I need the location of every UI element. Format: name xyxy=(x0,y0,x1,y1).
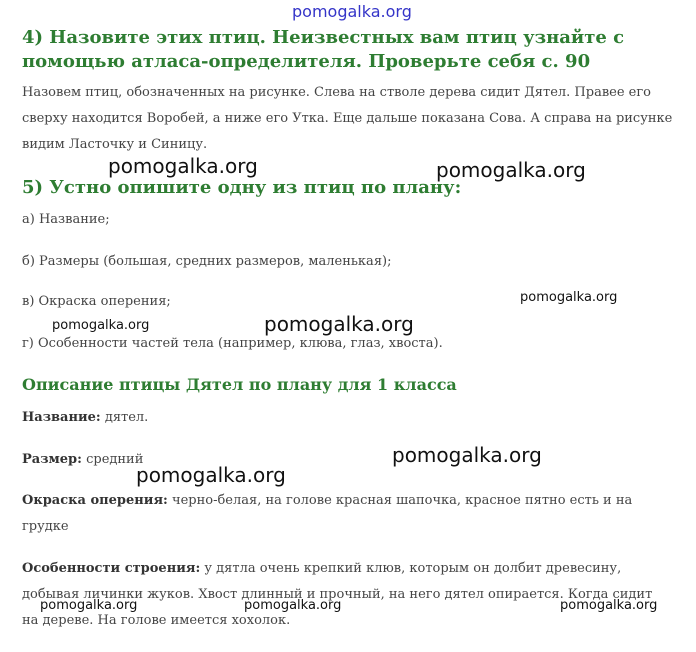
plan-item-a: а) Название; xyxy=(22,212,110,227)
watermark: pomogalka.org xyxy=(436,158,586,182)
task4-heading: 4) Назовите этих птиц. Неизвестных вам птиц узнайте с помощью атласа-определителя. Проверьте себя с. 90 xyxy=(22,27,625,72)
watermark: pomogalka.org xyxy=(264,312,414,336)
task5-heading: 5) Устно опишите одну из птиц по плану: xyxy=(22,177,462,198)
plan-item-b: б) Размеры (большая, средних размеров, маленькая); xyxy=(22,254,392,269)
watermark: pomogalka.org xyxy=(244,598,342,613)
desc-label: Размер: xyxy=(22,452,82,467)
description-heading: Описание птицы Дятел по плану для 1 класса xyxy=(22,375,457,394)
watermark: pomogalka.org xyxy=(52,318,150,333)
desc-label: Особенности строения: xyxy=(22,561,201,576)
watermark: pomogalka.org xyxy=(136,463,286,487)
watermark: pomogalka.org xyxy=(40,598,138,613)
desc-text: у дятла очень крепкий клюв, которым он долбит древесину, добывая личинки жуков. Хвост длинный и прочный, на него дятел опирается. Когда сидит на дереве. На голове имеется хохолок. xyxy=(22,561,653,628)
desc-item-size xyxy=(22,447,672,473)
watermark: pomogalka.org xyxy=(560,598,658,613)
desc-text: средний xyxy=(81,452,144,467)
watermark: pomogalka.org xyxy=(520,290,618,305)
desc-label: Название: xyxy=(22,410,101,425)
desc-item-name xyxy=(22,405,672,431)
plan-item-c: в) Окраска оперения; xyxy=(22,294,171,309)
desc-label: Окраска оперения: xyxy=(22,493,168,508)
header-watermark: pomogalka.org xyxy=(292,2,412,21)
desc-text: черно-белая, на голове красная шапочка, красное пятно есть и на грудке xyxy=(22,493,633,534)
task4-answer: Назовем птиц, обозначенных на рисунке. Слева на стволе дерева сидит Дятел. Правее его сверху находится Воробей, а ниже его Утка. Еще дальше показана Сова. А справа на рисунке видим Ласточку и Синицу. xyxy=(22,85,673,152)
desc-text: дятел. xyxy=(100,410,149,425)
watermark: pomogalka.org xyxy=(108,154,258,178)
plan-item-d: г) Особенности частей тела (например, клюва, глаз, хвоста). xyxy=(22,336,443,351)
desc-item-color xyxy=(22,488,672,540)
desc-item-structure xyxy=(22,556,672,634)
watermark: pomogalka.org xyxy=(392,443,542,467)
